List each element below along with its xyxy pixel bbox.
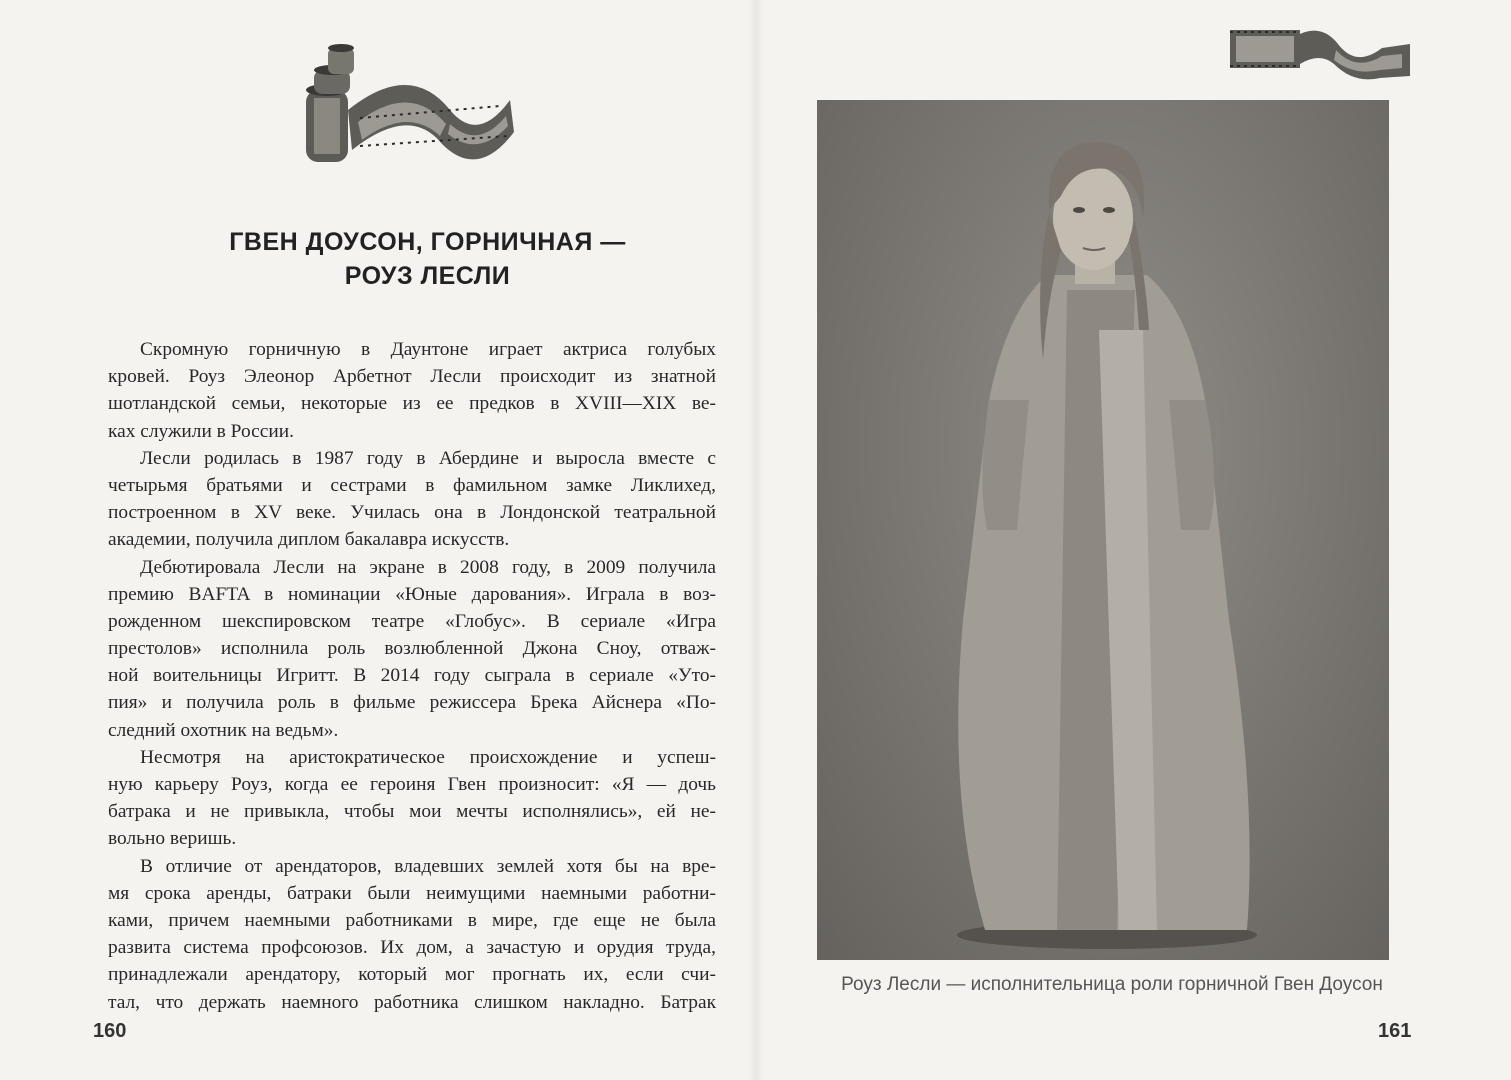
body-text <box>108 336 716 1016</box>
text-line: мя срока аренды, батраки были неимущими наемными работни- <box>108 882 716 904</box>
text-line: Скромную горничную в Даунтоне играет актриса голубых <box>140 339 716 360</box>
page-number: 161 <box>1378 1020 1412 1042</box>
text-line: пия» и получила роль в фильме режиссера Брека Айснера «По- <box>108 692 716 714</box>
film-reel-icon <box>300 40 518 168</box>
chapter-title-line: ГВЕН ДОУСОН, ГОРНИЧНАЯ — <box>229 228 626 256</box>
text-line: академии, получила диплом бакалавра искусств. <box>108 529 510 551</box>
text-line: вольно веришь. <box>108 828 237 850</box>
chapter-title <box>140 225 715 293</box>
text-line: Несмотря на аристократическое происхождение и успеш- <box>140 746 716 768</box>
text-line: В отличие от арендаторов, владевших землей хотя бы на вре- <box>140 855 716 877</box>
film-strip-icon <box>1226 24 1414 82</box>
text-line: четырьмя братьями и сестрами в фамильном замке Ликлихед, <box>108 474 716 496</box>
text-line: принадлежали арендатору, который мог прогнать их, если счи- <box>108 964 716 986</box>
text-line: престолов» исполнила роль возлюбленной Джона Сноу, отваж- <box>108 638 716 660</box>
text-line: тал, что держать наемного работника слишком накладно. Батрак <box>108 991 716 1013</box>
text-line: рожденном шекспировском театре «Глобус». В сериале «Игра <box>108 610 716 632</box>
text-line: премию BAFTA в номинации «Юные дарования». Играла в воз- <box>108 583 716 605</box>
chapter-title-line: РОУЗ ЛЕСЛИ <box>344 262 511 290</box>
portrait-figure <box>817 100 1389 960</box>
text-line: построенном в XV веке. Училась она в Лондонской театральной <box>108 502 716 524</box>
text-line: следний охотник на ведьм». <box>108 719 339 741</box>
text-line: кровей. Роуз Элеонор Арбетнот Лесли происходит из знатной <box>108 366 716 388</box>
page-number: 160 <box>93 1020 127 1042</box>
text-line: шотландской семьи, некоторые из ее предков в XVIII—XIX ве- <box>108 393 716 415</box>
portrait-photo <box>817 100 1389 960</box>
photo-caption: Роуз Лесли — исполнительница роли горничной Гвен Доусон <box>841 974 1383 995</box>
text-line: ками, причем наемными работниками в мире, где еще не была <box>108 909 716 931</box>
text-line: развита система профсоюзов. Их дом, а зачастую и орудия труда, <box>108 937 716 959</box>
text-line: Лесли родилась в 1987 году в Абердине и выросла вместе с <box>140 447 716 469</box>
text-line: ной воительницы Игритт. В 2014 году сыграла в сериале «Уто- <box>108 665 716 687</box>
text-line: батрака и не привыкла, чтобы мои мечты исполнялись», ей не- <box>108 801 716 823</box>
text-line: ках служили в России. <box>108 420 294 442</box>
text-line: Дебютировала Лесли на экране в 2008 году, в 2009 получила <box>140 556 716 578</box>
text-line: ную карьеру Роуз, когда ее героиня Гвен произносит: «Я — дочь <box>108 774 716 795</box>
